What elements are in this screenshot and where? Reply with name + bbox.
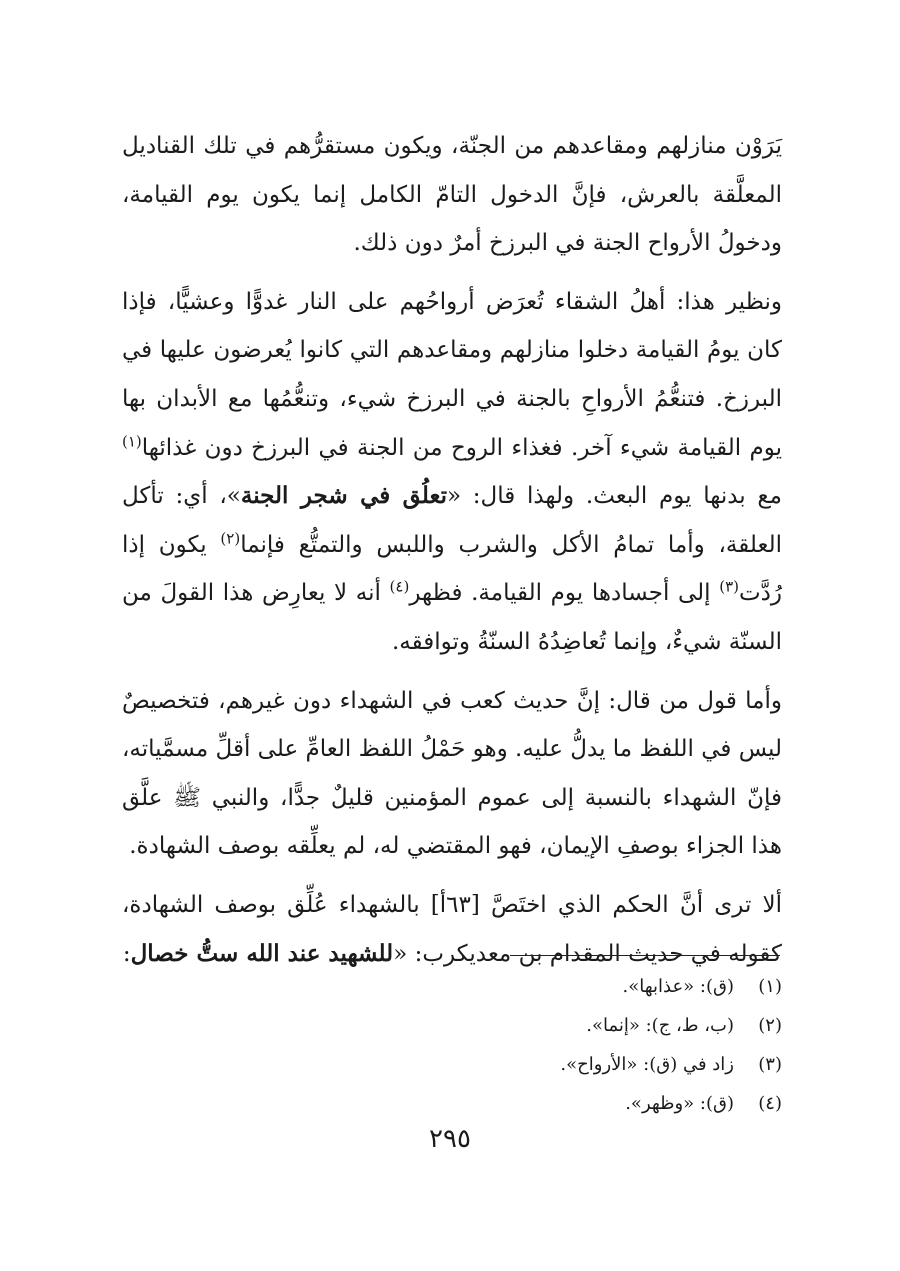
text-run: : bbox=[122, 940, 131, 967]
page-number: ٢٩٥ bbox=[429, 1124, 471, 1154]
footnote-number: (٢) bbox=[758, 1015, 782, 1036]
footnote-text: (ق): «وظهر». bbox=[625, 1093, 734, 1114]
text-run: إلى أجسادها يوم القيامة. فظهر bbox=[409, 580, 720, 607]
text-run: ألا ترى أنَّ الحكم الذي اختَصَّ [٦٣أ] بالشهداء عُلِّق بوصف الشهادة، كقوله في حديث المقدام بن معديكرب: « bbox=[122, 891, 782, 967]
footnote-number: (٣) bbox=[758, 1054, 782, 1075]
paragraph bbox=[122, 881, 782, 978]
text-run: ونظير هذا: أهلُ الشقاء تُعرَض أرواحُهم على النار غدوًّا وعشيًّا، فإذا كان يومُ القيامة دخلوا منازلهم ومقاعدهم التي كانوا يُعرضون عليها في البرزخ. فتنعُّمُ الأرواحِ بالجنة في البرزخ شيء، وتنعُّمُها مع الأبدان بها يوم القيامة شيء آخر. فغذاء الروح من الجنة في البرزخ دون غذائها bbox=[122, 288, 782, 461]
footnotes bbox=[400, 967, 782, 1123]
paragraph bbox=[122, 278, 782, 667]
footnote-number: (٤) bbox=[758, 1093, 782, 1114]
footnote-ref: (٣) bbox=[719, 577, 739, 596]
footnote-text: زاد في (ق): «الأرواح». bbox=[560, 1054, 734, 1075]
footnote bbox=[400, 1006, 782, 1045]
text-run: يكون إذا رُدَّت bbox=[122, 531, 782, 607]
footnote-ref: (٤) bbox=[389, 577, 410, 596]
footnote bbox=[400, 1045, 782, 1084]
text-run: وأما قول من قال: إنَّ حديث كعب في الشهداء دون غيرهم، فتخصيصٌ ليس في اللفظ ما يدلُّ عليه. وهو حَمْلُ اللفظ العامِّ على أقلِّ مسمَّياته، فإنّ الشهداء بالنسبة إلى عموم المؤمنين قليلٌ جدًّا، والنبي ﷺ علَّق هذا الجزاء بوصفِ الإيمان، فهو المقتضي له، لم يعلِّقه بوصف الشهادة. bbox=[122, 687, 782, 860]
footnote bbox=[400, 967, 782, 1006]
text-run: مع بدنها يوم البعث. ولهذا قال: « bbox=[446, 483, 782, 510]
footnote-ref: (٢) bbox=[220, 529, 241, 548]
paragraph bbox=[122, 677, 782, 871]
text-run: »، أي: تأكل العلقة، وأما تمامُ الأكل والشرب واللبس والتمتُّع فإنما bbox=[122, 483, 782, 558]
hadith-quote: تعلُق في شجر الجنة bbox=[240, 482, 447, 510]
footnote bbox=[400, 1084, 782, 1123]
text-run: يَرَوْن منازلهم ومقاعدهم من الجنّة، ويكون مستقرُّهم في تلك القناديل المعلَّقة بالعرش، فإنَّ الدخول التامّ الكامل إنما يكون يوم القيامة، ودخولُ الأرواح الجنة في البرزخ أمرٌ دون ذلك. bbox=[122, 133, 782, 257]
hadith-quote: للشهيد عند الله ستُّ خصال bbox=[130, 939, 394, 967]
text-run: أنه لا يعارِض هذا القولَ من السنّة شيءٌ، وإنما تُعاضِدُهُ السنّةُ وتوافقه. bbox=[122, 580, 782, 655]
main-text bbox=[122, 122, 782, 988]
footnote-number: (١) bbox=[758, 976, 782, 997]
paragraph bbox=[122, 122, 782, 268]
footnote-ref: (١) bbox=[122, 431, 142, 450]
footnote-text: (ب، ط، ج): «إنما». bbox=[586, 1015, 734, 1036]
footnote-divider bbox=[510, 955, 780, 956]
footnote-text: (ق): «عذابها». bbox=[622, 976, 734, 997]
